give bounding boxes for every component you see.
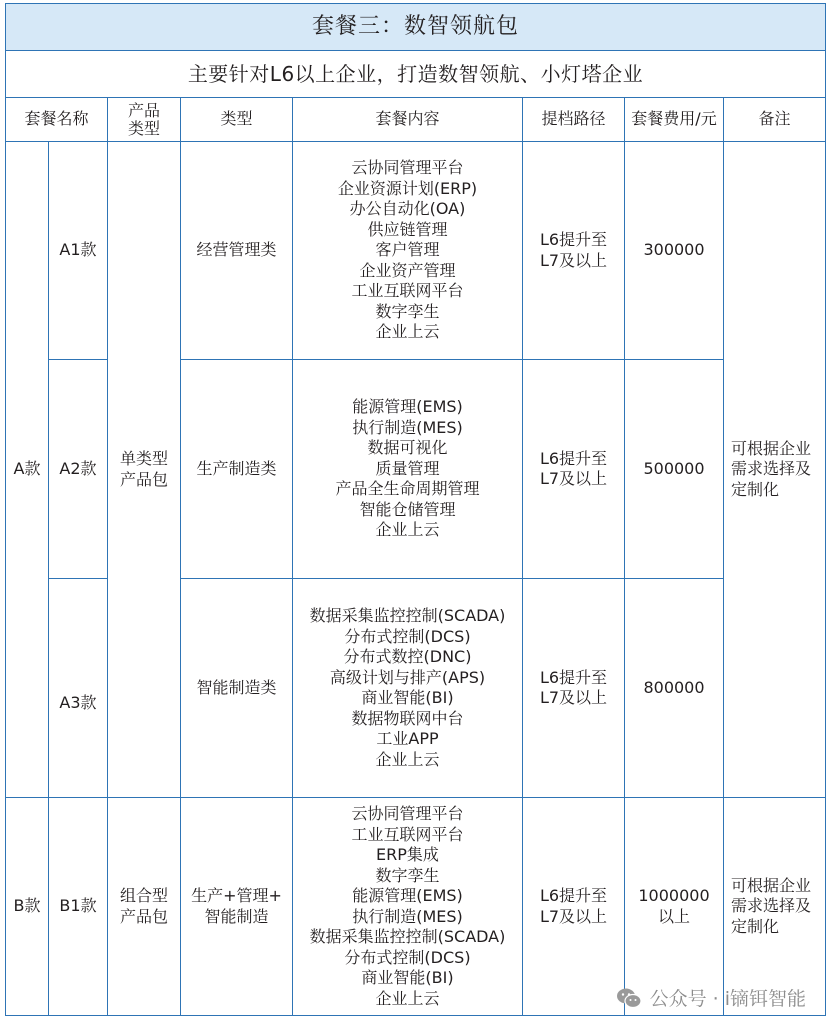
content-item: 工业互联网平台 bbox=[351, 281, 464, 301]
row-a3-contents bbox=[293, 579, 523, 798]
content-item: 分布式数控(DNC) bbox=[343, 647, 472, 666]
content-item: 执行制造(MES) bbox=[352, 417, 463, 437]
row-a3-name: A3款 bbox=[49, 579, 108, 798]
price-line: 以上 bbox=[657, 906, 690, 926]
content-item: 产品全生命周期管理 bbox=[335, 479, 480, 499]
group-b-label: B款 bbox=[6, 798, 49, 1016]
row-a1-category: 经营管理类 bbox=[181, 142, 293, 360]
content-item: 数据采集监控控制(SCADA) bbox=[309, 606, 506, 625]
group-a-note bbox=[724, 142, 826, 798]
content-item: 能源管理(EMS) bbox=[352, 886, 463, 905]
table-subtitle: 主要针对L6以上企业，打造数智领航、小灯塔企业 bbox=[6, 51, 826, 98]
header-path: 提档路径 bbox=[523, 98, 625, 142]
row-a3-price: 800000 bbox=[625, 579, 724, 798]
row-a2-path bbox=[523, 360, 625, 579]
price-line: 1000000 bbox=[638, 886, 710, 905]
note-line: 需求选择及 bbox=[731, 896, 812, 916]
watermark bbox=[616, 984, 806, 1011]
content-item: 分布式控制(DCS) bbox=[344, 947, 471, 967]
content-item: 商业智能(BI) bbox=[361, 968, 454, 987]
path-line: L7及以上 bbox=[539, 906, 608, 926]
row-b1-category bbox=[181, 798, 293, 1016]
table-row bbox=[6, 142, 826, 360]
package-table bbox=[5, 3, 826, 1016]
group-a-label: A款 bbox=[6, 142, 49, 798]
row-b1-name: B1款 bbox=[49, 798, 108, 1016]
row-a2-category: 生产制造类 bbox=[181, 360, 293, 579]
wechat-icon bbox=[616, 987, 642, 1009]
header-type: 类型 bbox=[181, 98, 293, 142]
header-note: 备注 bbox=[724, 98, 826, 142]
content-item: 工业APP bbox=[376, 729, 439, 748]
path-line: L7及以上 bbox=[539, 250, 608, 270]
row-a1-price: 300000 bbox=[625, 142, 724, 360]
header-row bbox=[6, 98, 826, 142]
content-item: 分布式控制(DCS) bbox=[344, 626, 471, 646]
category-line: 智能制造 bbox=[204, 906, 269, 926]
row-b1-contents bbox=[293, 798, 523, 1016]
content-item: 云协同管理平台 bbox=[351, 158, 464, 178]
row-a3-category: 智能制造类 bbox=[181, 579, 293, 798]
path-line: L6提升至 bbox=[539, 886, 608, 905]
row-a1-path bbox=[523, 142, 625, 360]
path-line: L7及以上 bbox=[539, 469, 608, 488]
product-type-line: 产品包 bbox=[119, 469, 168, 489]
note-line: 可根据企业 bbox=[731, 438, 812, 458]
note-line: 需求选择及 bbox=[731, 459, 812, 479]
path-line: L6提升至 bbox=[539, 667, 608, 687]
content-item: 数据物联网中台 bbox=[351, 708, 464, 728]
header-product-type-line1: 产品 bbox=[127, 100, 160, 120]
content-item: 质量管理 bbox=[375, 458, 440, 478]
group-a-product-type bbox=[108, 142, 181, 798]
watermark-text: 公众号 · i镝铒智能 bbox=[649, 988, 806, 1010]
content-item: 供应链管理 bbox=[367, 219, 448, 239]
header-product-type-line2: 类型 bbox=[127, 118, 160, 138]
content-item: 云协同管理平台 bbox=[351, 804, 464, 823]
row-b1-product-type bbox=[108, 798, 181, 1016]
header-product-type bbox=[108, 98, 181, 142]
content-item: 企业上云 bbox=[375, 322, 440, 342]
content-item: 企业上云 bbox=[375, 520, 440, 540]
content-item: 智能仓储管理 bbox=[359, 499, 456, 519]
content-item: 数据采集监控控制(SCADA) bbox=[309, 927, 506, 946]
content-item: 执行制造(MES) bbox=[352, 906, 463, 926]
row-a3-path bbox=[523, 579, 625, 798]
table-title: 套餐三：数智领航包 bbox=[6, 4, 826, 51]
note-line: 定制化 bbox=[731, 479, 780, 499]
row-b1-path bbox=[523, 798, 625, 1016]
row-a2-price: 500000 bbox=[625, 360, 724, 579]
content-item: 数字孪生 bbox=[375, 865, 440, 885]
content-item: 高级计划与排产(APS) bbox=[329, 667, 486, 687]
content-item: 客户管理 bbox=[375, 240, 440, 260]
content-item: 能源管理(EMS) bbox=[352, 397, 463, 417]
product-type-line: 组合型 bbox=[119, 886, 168, 905]
header-package-name: 套餐名称 bbox=[6, 98, 108, 142]
product-type-line: 产品包 bbox=[119, 906, 168, 926]
header-price: 套餐费用/元 bbox=[625, 98, 724, 142]
content-item: 数据可视化 bbox=[367, 438, 448, 458]
path-line: L7及以上 bbox=[539, 688, 608, 707]
content-item: 企业上云 bbox=[375, 988, 440, 1008]
row-a2-name: A2款 bbox=[49, 360, 108, 579]
content-item: ERP集成 bbox=[376, 845, 439, 864]
note-line: 可根据企业 bbox=[731, 875, 812, 895]
path-line: L6提升至 bbox=[539, 448, 608, 468]
content-item: 商业智能(BI) bbox=[361, 688, 454, 707]
note-line: 定制化 bbox=[731, 916, 780, 936]
row-a1-contents bbox=[293, 142, 523, 360]
content-item: 数字孪生 bbox=[375, 301, 440, 321]
content-item: 企业资产管理 bbox=[359, 260, 456, 280]
row-b1-note bbox=[724, 798, 826, 1016]
category-line: 生产+管理+ bbox=[191, 886, 282, 905]
row-b1-price bbox=[625, 798, 724, 1016]
table-row bbox=[6, 798, 826, 1016]
content-item: 工业互联网平台 bbox=[351, 824, 464, 844]
product-type-line: 单类型 bbox=[119, 449, 168, 468]
content-item: 办公自动化(OA) bbox=[349, 199, 466, 219]
row-a2-contents bbox=[293, 360, 523, 579]
row-a1-name: A1款 bbox=[49, 142, 108, 360]
path-line: L6提升至 bbox=[539, 230, 608, 249]
content-item: 企业资源计划(ERP) bbox=[337, 178, 478, 198]
header-content: 套餐内容 bbox=[293, 98, 523, 142]
content-item: 企业上云 bbox=[375, 749, 440, 769]
